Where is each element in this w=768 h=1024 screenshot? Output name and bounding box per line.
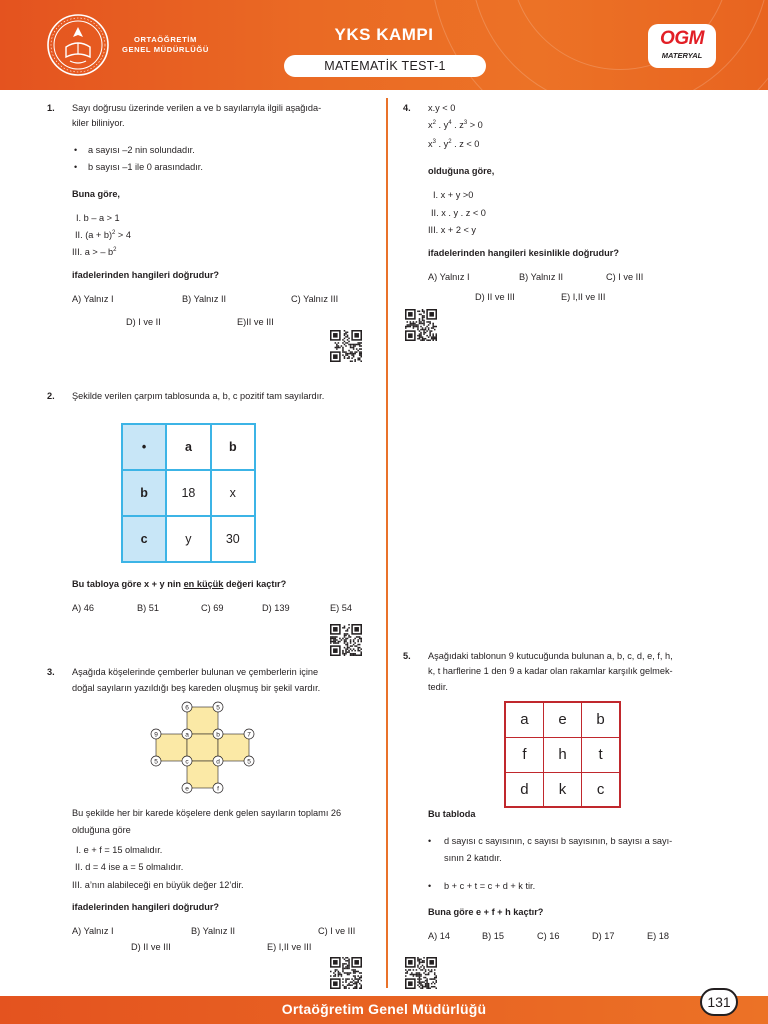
svg-text:b: b bbox=[216, 731, 220, 739]
question-number: 1. bbox=[47, 103, 55, 113]
exponent: 2 bbox=[112, 229, 116, 236]
meb-emblem-icon bbox=[46, 13, 110, 77]
table-cell: b bbox=[122, 470, 166, 516]
option-b[interactable]: B) Yalnız II bbox=[182, 294, 227, 304]
question-text-part: Bu tabloya göre x + y nin bbox=[72, 579, 184, 589]
option-b[interactable]: B) 15 bbox=[482, 931, 504, 941]
table-cell: • bbox=[122, 424, 166, 470]
org-line-1: ORTAÖĞRETİM bbox=[133, 35, 197, 44]
corner-circle bbox=[213, 756, 223, 766]
svg-text:5: 5 bbox=[216, 704, 220, 712]
page-number: 131 bbox=[700, 988, 738, 1016]
table-cell: 30 bbox=[211, 516, 255, 562]
exponent: 3 bbox=[432, 138, 436, 145]
given-item: d sayısı c sayısının, c sayısı b sayısının, b sayısı a sayı- bbox=[444, 836, 673, 846]
question-number: 3. bbox=[47, 667, 55, 677]
statement-3 bbox=[72, 247, 116, 257]
option-a[interactable]: A) 14 bbox=[428, 931, 450, 941]
table-cell: b bbox=[582, 702, 620, 737]
table-cell: a bbox=[166, 424, 210, 470]
svg-text:e: e bbox=[185, 785, 189, 793]
statement-1: I. e + f = 15 olmalıdır. bbox=[76, 845, 163, 855]
svg-text:6: 6 bbox=[185, 704, 189, 712]
table-cell: c bbox=[582, 772, 620, 807]
exponent: 2 bbox=[448, 138, 452, 145]
question-text: ifadelerinden hangileri doğrudur? bbox=[72, 270, 220, 280]
bullet-icon: • bbox=[428, 836, 432, 846]
option-c[interactable]: C) Yalnız III bbox=[291, 294, 339, 304]
question-text: ifadelerinden hangileri doğrudur? bbox=[72, 902, 220, 912]
option-e[interactable]: E) 54 bbox=[330, 603, 352, 613]
footer-title: Ortaöğretim Genel Müdürlüğü bbox=[281, 1001, 487, 1017]
table-cell: t bbox=[582, 737, 620, 772]
table-cell: b bbox=[211, 424, 255, 470]
svg-text:9: 9 bbox=[154, 731, 158, 739]
statement-2: II. x . y . z < 0 bbox=[431, 208, 486, 218]
question-text bbox=[72, 579, 286, 589]
svg-text:f: f bbox=[217, 785, 219, 793]
lead-text: Bu tabloda bbox=[428, 809, 476, 819]
option-c[interactable]: C) I ve III bbox=[606, 272, 644, 282]
table-cell: a bbox=[505, 702, 543, 737]
option-c[interactable]: C) 16 bbox=[537, 931, 560, 941]
condition-text: x bbox=[428, 120, 433, 130]
column-divider bbox=[386, 98, 388, 988]
statement-text: III. a > – b bbox=[72, 247, 114, 257]
underlined-text: en küçük bbox=[183, 579, 224, 589]
info-text: olduğuna göre bbox=[72, 825, 131, 835]
statement-text: > 4 bbox=[115, 230, 131, 240]
cross-squares-figure bbox=[144, 698, 266, 802]
option-e[interactable]: E) I,II ve III bbox=[267, 942, 312, 952]
question-text: ifadelerinden hangileri kesinlikle doğrudur? bbox=[428, 248, 619, 258]
svg-text:7: 7 bbox=[247, 731, 251, 739]
corner-circle bbox=[182, 729, 192, 739]
square-center bbox=[187, 734, 218, 761]
page-title: YKS KAMPI bbox=[334, 25, 434, 44]
org-line-2: GENEL MÜDÜRLÜĞÜ bbox=[122, 45, 209, 54]
table-cell: 18 bbox=[166, 470, 210, 516]
corner-circle bbox=[213, 783, 223, 793]
option-d[interactable]: D) 17 bbox=[592, 931, 615, 941]
option-d[interactable]: D) II ve III bbox=[475, 292, 515, 302]
table-cell: d bbox=[505, 772, 543, 807]
square-left bbox=[156, 734, 187, 761]
statement-1: I. x + y >0 bbox=[433, 190, 474, 200]
statement-text: II. (a + b) bbox=[75, 230, 113, 240]
question-number: 2. bbox=[47, 391, 55, 401]
logo-main-text: OGM bbox=[660, 28, 704, 49]
condition-text: . y bbox=[435, 120, 449, 130]
square-right bbox=[218, 734, 249, 761]
statement-1: I. b – a > 1 bbox=[76, 213, 120, 223]
test-subtitle: MATEMATİK TEST-1 bbox=[284, 55, 486, 77]
question-stem: kiler biliniyor. bbox=[72, 118, 125, 128]
corner-circle bbox=[182, 702, 192, 712]
table-cell: k bbox=[543, 772, 581, 807]
multiplication-table bbox=[121, 423, 256, 563]
table-cell: x bbox=[211, 470, 255, 516]
bullet-icon: • bbox=[74, 145, 78, 155]
question-number: 5. bbox=[403, 651, 411, 661]
svg-text:a: a bbox=[185, 731, 189, 739]
given-item: b + c + t = c + d + k tir. bbox=[444, 881, 536, 891]
qr-code-icon[interactable] bbox=[330, 330, 362, 362]
exponent: 4 bbox=[448, 119, 452, 126]
corner-circle bbox=[182, 783, 192, 793]
condition-3 bbox=[428, 139, 479, 149]
question-stem: tedir. bbox=[428, 682, 448, 692]
svg-text:5: 5 bbox=[154, 758, 158, 766]
condition-1: x.y < 0 bbox=[428, 103, 456, 113]
lead-text: Buna göre, bbox=[72, 189, 120, 199]
exponent: 2 bbox=[432, 119, 436, 126]
option-e[interactable]: E)II ve III bbox=[237, 317, 274, 327]
condition-text: . y bbox=[435, 139, 449, 149]
lead-text: olduğuna göre, bbox=[428, 166, 495, 176]
question-text: Buna göre e + f + h kaçtır? bbox=[428, 907, 544, 917]
option-d[interactable]: D) I ve II bbox=[126, 317, 161, 327]
option-e[interactable]: E) 18 bbox=[647, 931, 669, 941]
corner-circle bbox=[182, 756, 192, 766]
svg-text:c: c bbox=[185, 758, 189, 766]
ogm-materyal-logo bbox=[648, 24, 716, 68]
bullet-icon: • bbox=[428, 881, 432, 891]
qr-code-icon[interactable] bbox=[330, 957, 362, 989]
table-cell: e bbox=[543, 702, 581, 737]
question-text-part: değeri kaçtır? bbox=[223, 579, 287, 589]
option-b[interactable]: B) Yalnız II bbox=[519, 272, 564, 282]
qr-code-icon[interactable] bbox=[405, 309, 437, 341]
statement-2: II. d = 4 ise a = 5 olmalıdır. bbox=[75, 862, 184, 872]
option-c[interactable]: C) I ve III bbox=[318, 926, 356, 936]
option-a[interactable]: A) Yalnız I bbox=[428, 272, 470, 282]
statement-3: III. x + 2 < y bbox=[428, 225, 477, 235]
table-cell: f bbox=[505, 737, 543, 772]
svg-text:5: 5 bbox=[247, 758, 251, 766]
logo-sub-text: MATERYAL bbox=[661, 51, 703, 60]
option-b[interactable]: B) 51 bbox=[137, 603, 159, 613]
exponent: 2 bbox=[113, 246, 117, 253]
condition-text: . z < 0 bbox=[451, 139, 480, 149]
question-stem: Sayı doğrusu üzerinde verilen a ve b sayılarıyla ilgili aşağıda- bbox=[72, 103, 322, 113]
bullet-icon: • bbox=[74, 162, 78, 172]
question-stem: doğal sayıların yazıldığı beş kareden oluşmuş bir şekil vardır. bbox=[72, 683, 321, 693]
corner-circle bbox=[213, 702, 223, 712]
info-text: Bu şekilde her bir karede köşelere denk gelen sayıların toplamı 26 bbox=[72, 808, 342, 818]
question-stem: Aşağıda köşelerinde çemberler bulunan ve çemberlerin içine bbox=[72, 667, 319, 677]
question-number: 4. bbox=[403, 103, 411, 113]
given-item: sının 2 katıdır. bbox=[444, 853, 502, 863]
option-d[interactable]: D) 139 bbox=[262, 603, 290, 613]
option-d[interactable]: D) II ve III bbox=[131, 942, 171, 952]
condition-text: > 0 bbox=[467, 120, 483, 130]
question-stem: k, t harflerine 1 den 9 a kadar olan rakamlar karşılık gelmek- bbox=[428, 666, 673, 676]
corner-circle bbox=[151, 729, 161, 739]
statement-2 bbox=[75, 230, 131, 240]
corner-circle bbox=[244, 729, 254, 739]
option-a[interactable]: A) 46 bbox=[72, 603, 94, 613]
square-bottom bbox=[187, 761, 218, 788]
corner-circle bbox=[244, 756, 254, 766]
statement-3: III. a’nın alabileceği en büyük değer 12’dir. bbox=[72, 880, 244, 890]
option-a[interactable]: A) Yalnız I bbox=[72, 926, 114, 936]
given-item: b sayısı –1 ile 0 arasındadır. bbox=[88, 162, 203, 172]
letter-table bbox=[504, 701, 621, 808]
question-stem: Şekilde verilen çarpım tablosunda a, b, c pozitif tam sayılardır. bbox=[72, 391, 325, 401]
given-item: a sayısı –2 nin solundadır. bbox=[88, 145, 195, 155]
qr-code-icon[interactable] bbox=[330, 624, 362, 656]
option-c[interactable]: C) 69 bbox=[201, 603, 224, 613]
option-a[interactable]: A) Yalnız I bbox=[72, 294, 114, 304]
exponent: 3 bbox=[463, 119, 468, 126]
table-cell: y bbox=[166, 516, 210, 562]
question-stem: Aşağıdaki tablonun 9 kutucuğunda bulunan a, b, c, d, e, f, h, bbox=[428, 651, 673, 661]
square-top bbox=[187, 707, 218, 734]
condition-2 bbox=[428, 120, 483, 130]
option-b[interactable]: B) Yalnız II bbox=[191, 926, 236, 936]
condition-text: . z bbox=[451, 120, 464, 130]
qr-code-icon[interactable] bbox=[405, 957, 437, 989]
condition-text: x bbox=[428, 139, 433, 149]
svg-text:d: d bbox=[216, 758, 220, 766]
table-cell: h bbox=[543, 737, 581, 772]
option-e[interactable]: E) I,II ve III bbox=[561, 292, 606, 302]
corner-circle bbox=[151, 756, 161, 766]
corner-circle bbox=[213, 729, 223, 739]
table-cell: c bbox=[122, 516, 166, 562]
